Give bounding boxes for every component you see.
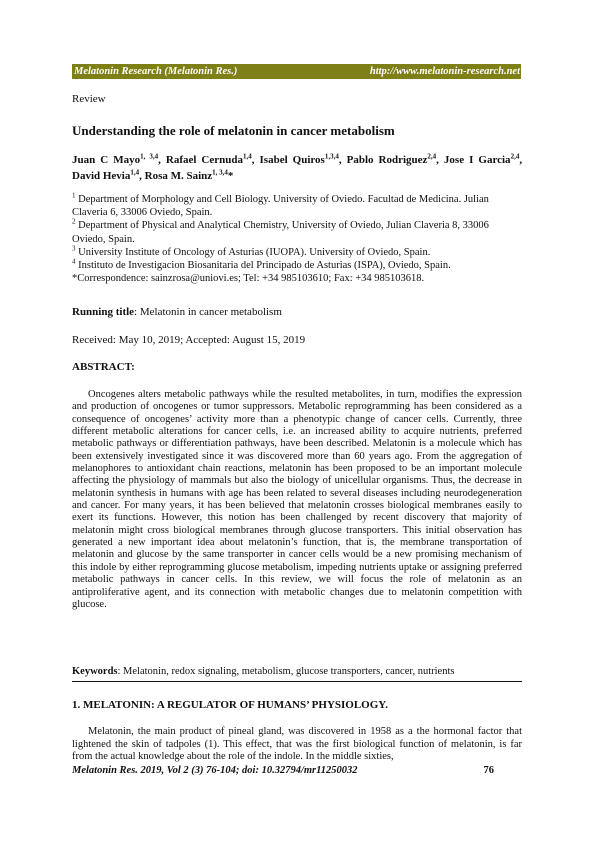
author-separator: , — [338, 154, 347, 166]
affiliation-3: $^3$ University Institute of Oncology of Asturias (IUOPA). University of Oviedo, Spain. — [72, 244, 431, 258]
affiliation-4: $^4$ Instituto de Investigacion Biosanitaria del Principado de Asturias (ISPA), Oviedo, Spain. — [72, 257, 451, 272]
author-separator: , — [251, 154, 260, 166]
author-separator: , — [139, 170, 145, 182]
author-name: Isabel Quiros — [259, 154, 325, 166]
received-dates: Received: May 10, 2019; Accepted: August 15, 2019 — [72, 334, 306, 346]
keywords-divider — [72, 681, 522, 682]
journal-name: Melatonin Research (Melatonin Res.) — [74, 66, 238, 77]
article-type: Review — [72, 93, 106, 105]
author-name: Juan C Mayo — [72, 154, 141, 166]
journal-header-bar — [72, 64, 521, 79]
footer-citation: Melatonin Res. 2019, Vol 2 (3) 76-104; doi: 10.32794/mr11250032 — [72, 765, 358, 776]
abstract-heading: ABSTRACT: — [72, 361, 135, 373]
intro-paragraph: Melatonin, the main product of pineal gland, was discovered in 1958 as a the hormonal factor that lightened the skin of tadpoles (1). This effect, that was the first biological function of melatonin, is far from the actual knowledge about the role of the indole. In the middle sixties, — [72, 726, 522, 763]
author-name: Rafael Cernuda — [165, 154, 243, 166]
author-list — [72, 152, 522, 184]
author-affiliation-marks: 1,3,4 — [324, 152, 339, 161]
author-separator: , — [519, 154, 523, 166]
running-title: Running title: Melatonin in cancer metabolism — [72, 306, 282, 318]
author-name: Pablo Rodriguez — [346, 154, 428, 166]
affiliation-1: $^1$ Department of Morphology and Cell Biology. University of Oviedo. Facultad de Medicina. Julian Claveria 6, 33006 Oviedo, Spain. — [72, 191, 489, 219]
page-number: 76 — [483, 765, 494, 776]
author-affiliation-marks: 1, 3,4 — [140, 152, 159, 161]
author-affiliation-marks: 1,4 — [130, 168, 140, 177]
abstract-text: Oncogenes alters metabolic pathways while the resulted metabolites, in turn, modifies the expression and production of oncogenes or tumor suppressors. Metabolic reprogramming has been considered as a consequence of oncogenes’ activity more than a phenotypic change of cancer cells. Currently, three different metabolic alterations for cancer cells, i.e. an increased ability to acquire nutrients, preferred metabolic pathways or differentiation pathways, have been described. Melatonin is a molecule which has been extensively investigated since it was discovered more than 60 years ago. From the aggregation of melanophores to antioxidant chain reactions, melatonin has been proposed to be an important molecule affecting the physiology of mammals but also the biology of unicellular organisms. Thus, the decrease in melatonin synthesis in humans with age has been related to several diseases including neurodegeneration and cancer. For many years, it has been believed that melatonin crosses biological membranes easily to exert its functions. However, this notion has been challenged by recent discovery that majority of melatonin might cross biological membranes through glucose transporters. This initial observation has generated a new important idea about melatonin’s function, that is, the membrane transportation of melatonin and glucose by the same transporter in cancer cells would be a new promising mechanism of this indole by either reprogramming glucose metabolism, impeding nutrients uptake or assigning preferred metabolic pathways in cancer cells. In this review, we will focus the role of melatonin as an antiproliferative agent, and its connection with metabolic changes due to melatonin competition with glucose. — [72, 389, 522, 610]
keywords: Keywords: Melatonin, redox signaling, metabolism, glucose transporters, cancer, nutrients — [72, 666, 455, 677]
author-name: Jose I Garcia — [443, 154, 511, 166]
author-separator: , — [158, 154, 166, 166]
section-heading: 1. MELATONIN: A REGULATOR OF HUMANS’ PHYSIOLOGY. — [72, 699, 388, 711]
author-name: Rosa M. Sainz — [144, 170, 213, 182]
author-name: David Hevia — [72, 170, 131, 182]
affiliation-2: $^2$ Department of Physical and Analytical Chemistry, University of Oviedo, Julian Claveria 8, 33006 Oviedo, Spain. — [72, 217, 489, 245]
correspondence: *Correspondence: sainzrosa@uniovi.es; Tel: +34 985103610; Fax: +34 985103618. — [72, 273, 425, 285]
author-affiliation-marks: 2,4 — [427, 152, 437, 161]
affiliations — [72, 193, 522, 285]
author-affiliation-marks: 1, 3,4 — [212, 168, 228, 177]
author-affiliation-marks: 1,4 — [243, 152, 252, 161]
journal-url[interactable]: http://www.melatonin-research.net — [369, 66, 520, 77]
author-affiliation-marks: 2,4 — [510, 152, 520, 161]
author-separator: * — [227, 170, 234, 182]
author-separator: , — [436, 154, 444, 166]
article-title: Understanding the role of melatonin in cancer metabolism — [72, 123, 395, 138]
page-footer — [72, 764, 522, 778]
